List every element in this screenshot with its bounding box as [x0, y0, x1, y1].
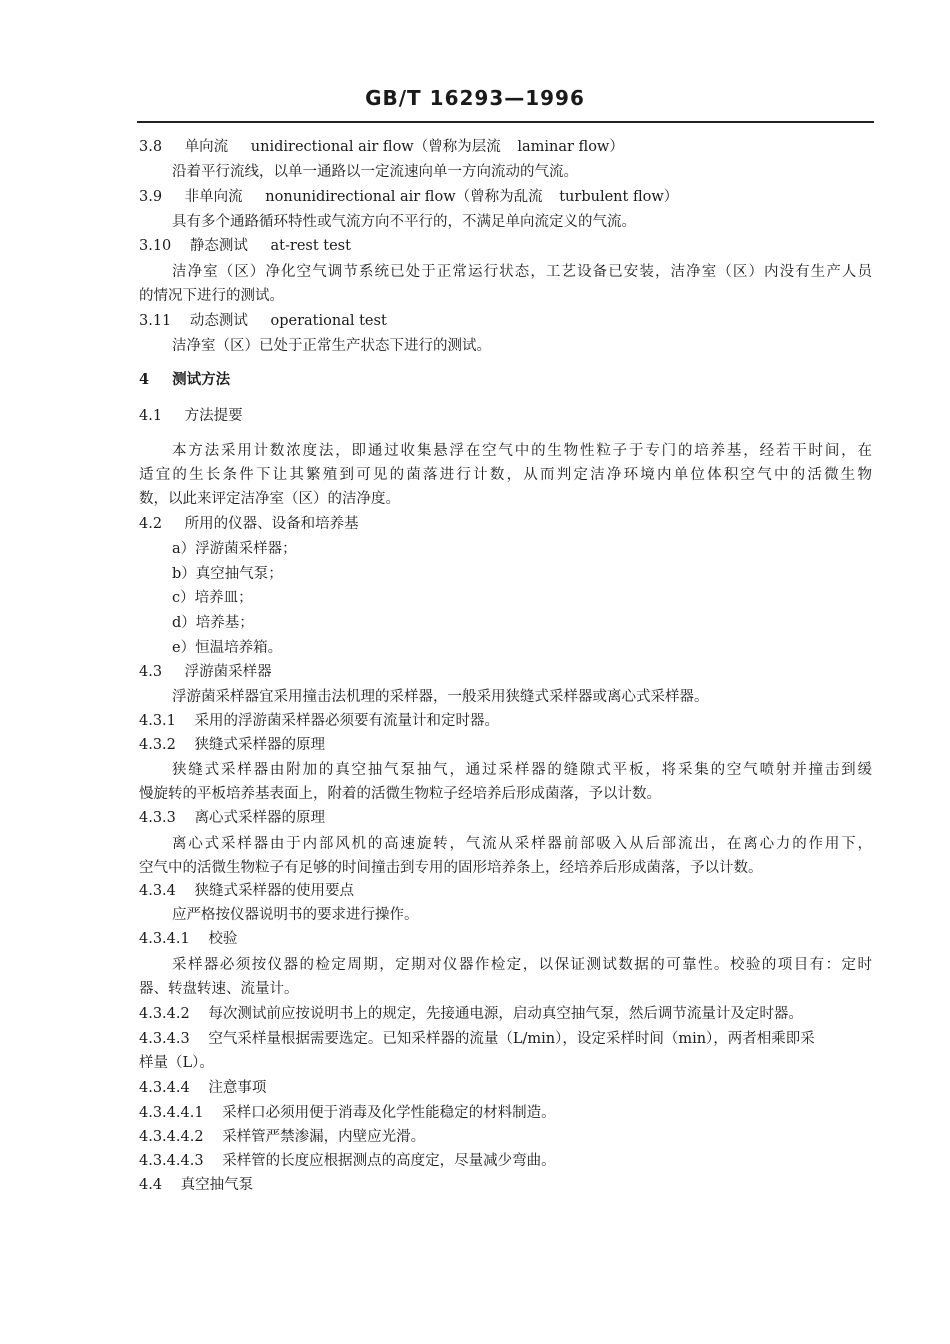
- chapter-title: 测试方法: [172, 371, 231, 388]
- clause-3-9-definition: 具有多个通路循环特性或气流方向不平行的，不满足单向流定义的气流。: [172, 214, 636, 230]
- clause-text: 每次测试前应按说明书上的规定，先接通电源，启动真空抽气泵，然后调节流量计及定时器。: [208, 1006, 803, 1022]
- clause-text: 采样口必须用便于消毒及化学性能稳定的材料制造。: [222, 1105, 556, 1121]
- clause-number: 4.3.4: [139, 883, 176, 899]
- clause-title: 注意事项: [208, 1080, 267, 1096]
- clause-number: 4.3.2: [139, 737, 176, 753]
- clause-4-3-1: [139, 711, 499, 731]
- term-note-english: laminar flow: [517, 139, 610, 155]
- clause-number: 4.3.4.4.1: [139, 1105, 204, 1121]
- clause-title: 狭缝式采样器的原理: [194, 737, 326, 753]
- term-title: 单向流: [184, 139, 229, 155]
- list-item: e）恒温培养箱。: [172, 640, 283, 656]
- clause-text: 采用的浮游菌采样器必须要有流量计和定时器。: [194, 713, 500, 729]
- clause-number: 4.3.3: [139, 810, 176, 826]
- clause-3-8-heading: [139, 137, 624, 157]
- clause-number: 4.3.4.4.3: [139, 1153, 204, 1169]
- clause-number: 3.9: [139, 189, 163, 205]
- clause-4-3-4-4-3: [139, 1151, 556, 1171]
- term-english: nonunidirectional air flow: [265, 189, 456, 205]
- clause-number: 4.3.4.1: [139, 931, 190, 947]
- term-title: 非单向流: [184, 189, 243, 205]
- clause-4-1-line1: 本方法采用计数浓度法，即通过收集悬浮在空气中的生物性粒子于专门的培养基，经若干时间，在: [172, 443, 872, 459]
- clause-3-10-heading: [139, 236, 351, 256]
- list-item: c）培养皿；: [172, 590, 253, 606]
- list-item: b）真空抽气泵；: [172, 566, 283, 582]
- clause-4-3-4-4-1: [139, 1103, 556, 1123]
- clause-number: 4.1: [139, 408, 163, 424]
- clause-title: 真空抽气泵: [180, 1177, 254, 1193]
- clause-3-8-definition: 沿着平行流线，以单一通路以一定流速向单一方向流动的气流。: [172, 164, 578, 180]
- clause-4-3-4-1-line1: 采样器必须按仪器的检定周期，定期对仪器作检定，以保证测试数据的可靠性。校验的项目有：定时: [172, 957, 872, 973]
- clause-text: 采样管严禁渗漏，内壁应光滑。: [222, 1129, 426, 1145]
- chapter-4-heading: [139, 370, 230, 390]
- clause-title: 所用的仪器、设备和培养基: [184, 516, 359, 532]
- clause-3-10-definition-line2: 的情况下进行的测试。: [139, 288, 284, 304]
- term-english: operational test: [270, 313, 387, 329]
- clause-number: 4.3.4.2: [139, 1006, 190, 1022]
- clause-title: 方法提要: [184, 408, 243, 424]
- clause-4-1-line2: 适宜的生长条件下让其繁殖到可见的菌落进行计数，从而判定洁净环境内单位体积空气中的活微生物: [139, 467, 872, 483]
- standard-number-header: GB/T 16293—1996: [365, 86, 585, 110]
- clause-4-3-4-3-line1: [139, 1029, 815, 1049]
- clause-4-3-4-1-heading: [139, 929, 237, 949]
- term-title: 动态测试: [189, 313, 248, 329]
- clause-text: 空气采样量根据需要选定。已知采样器的流量（L/min），设定采样时间（min），两者相乘即采: [208, 1031, 815, 1047]
- clause-title: 离心式采样器的原理: [194, 810, 326, 826]
- clause-4-1-heading: [139, 406, 243, 426]
- clause-title: 狭缝式采样器的使用要点: [194, 883, 355, 899]
- term-note-prefix: （曾称为乱流: [455, 189, 543, 205]
- clause-4-3-4-4-heading: [139, 1078, 266, 1098]
- clause-4-2-heading: [139, 514, 359, 534]
- clause-4-3-4-2: [139, 1004, 803, 1024]
- clause-number: 3.11: [139, 313, 172, 329]
- term-english: at-rest test: [270, 238, 351, 254]
- clause-4-3-4-3-line2: 样量（L）。: [139, 1055, 214, 1071]
- clause-text: 采样管的长度应根据测点的高度定，尽量减少弯曲。: [222, 1153, 556, 1169]
- term-title: 静态测试: [189, 238, 248, 254]
- clause-number: 4.3.4.4.2: [139, 1129, 204, 1145]
- clause-4-3-3-line1: 离心式采样器由于内部风机的高速旋转，气流从采样器前部吸入从后部流出，在离心力的作用下，: [172, 836, 872, 852]
- clause-3-11-heading: [139, 311, 387, 331]
- clause-number: 4.3.1: [139, 713, 176, 729]
- term-english: unidirectional air flow: [250, 139, 414, 155]
- clause-4-3-4-text: 应严格按仪器说明书的要求进行操作。: [172, 907, 419, 923]
- clause-number: 4.2: [139, 516, 163, 532]
- list-item: a）浮游菌采样器；: [172, 541, 297, 557]
- clause-4-3-2-line2: 慢旋转的平板培养基表面上，附着的活微生物粒子经培养后形成菌落，予以计数。: [139, 786, 661, 802]
- clause-4-3-4-heading: [139, 881, 354, 901]
- clause-number: 4.3: [139, 664, 163, 680]
- clause-4-3-4-1-line2: 器、转盘转速、流量计。: [139, 981, 299, 997]
- clause-4-3-heading: [139, 662, 272, 682]
- clause-4-3-text: 浮游菌采样器宜采用撞击法机理的采样器，一般采用狭缝式采样器或离心式采样器。: [172, 689, 709, 705]
- clause-title: 校验: [208, 931, 238, 947]
- clause-3-10-definition-line1: 洁净室（区）净化空气调节系统已处于正常运行状态，工艺设备已安装，洁净室（区）内没有生产人员: [172, 264, 872, 280]
- term-note-suffix: ）: [663, 189, 679, 205]
- clause-4-3-2-heading: [139, 735, 325, 755]
- clause-number: 4.3.4.4: [139, 1080, 190, 1096]
- clause-4-3-4-4-2: [139, 1127, 425, 1147]
- header-rule: [137, 121, 874, 123]
- clause-number: 4.4: [139, 1177, 163, 1193]
- clause-4-3-3-heading: [139, 808, 325, 828]
- clause-4-3-3-line2: 空气中的活微生物粒子有足够的时间撞击到专用的固形培养条上，经培养后形成菌落，予以计数。: [139, 860, 763, 876]
- term-note-prefix: （曾称为层流: [413, 139, 501, 155]
- clause-number: 4.3.4.3: [139, 1031, 190, 1047]
- term-note-suffix: ）: [609, 139, 624, 155]
- clause-number: 3.8: [139, 139, 163, 155]
- clause-number: 3.10: [139, 238, 172, 254]
- chapter-number: 4: [139, 371, 150, 388]
- clause-3-11-definition: 洁净室（区）已处于正常生产状态下进行的测试。: [172, 338, 491, 354]
- list-item: d）培养基；: [172, 615, 254, 631]
- clause-4-1-line3: 数，以此来评定洁净室（区）的洁净度。: [139, 491, 400, 507]
- term-note-english: turbulent flow: [559, 189, 664, 205]
- clause-3-9-heading: [139, 187, 678, 207]
- clause-title: 浮游菌采样器: [184, 664, 272, 680]
- clause-4-4-heading: [139, 1175, 253, 1195]
- clause-4-3-2-line1: 狭缝式采样器由附加的真空抽气泵抽气，通过采样器的缝隙式平板，将采集的空气喷射并撞击到缓: [172, 762, 872, 778]
